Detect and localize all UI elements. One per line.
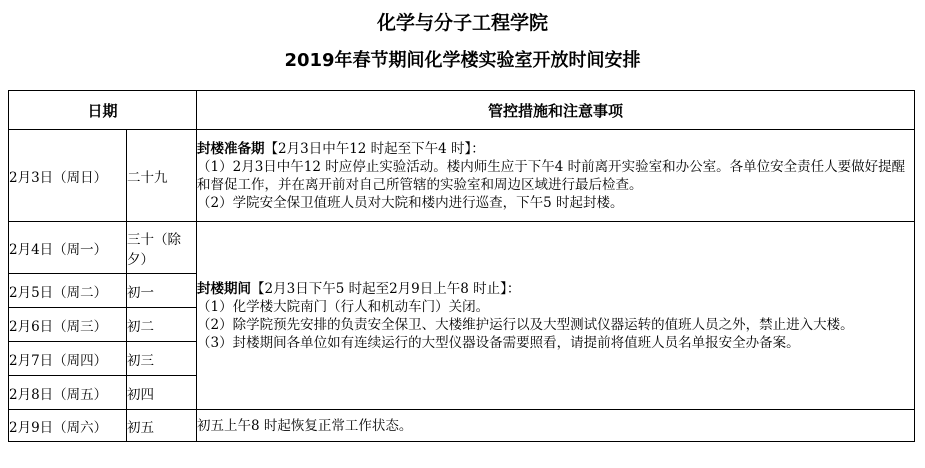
- prep-note-item: （2）学院安全保卫值班人员对大院和楼内进行巡查，下午5 时起封楼。: [197, 194, 624, 211]
- closed-period-range: 【2月3日下午5 时起至2月9日上午8 时止】：: [251, 280, 521, 297]
- date-cell: 2月4日（周一）: [9, 222, 127, 274]
- prep-note-item: （1）2月3日中午12 时应停止实验活动。楼内师生应于下午4 时前离开实验室和办公室。各单位安全责任人要做好提醒和督促工作，并在离开前对自己所管辖的实验室和周边区域进行最后检查。: [197, 158, 906, 193]
- date-cell: 2月6日（周三）: [9, 308, 127, 342]
- table-row: [9, 130, 915, 222]
- lunar-date-cell: 二十九: [127, 130, 197, 222]
- prep-period-range: 【2月3日中午12 时起至下午4 时】：: [264, 140, 485, 157]
- lunar-date-cell: 初一: [127, 274, 197, 308]
- prep-period-heading: [197, 140, 914, 158]
- date-cell: 2月7日（周四）: [9, 342, 127, 376]
- table-header-row: [9, 91, 915, 130]
- page-title: 2019年春节期间化学楼实验室开放时间安排: [284, 50, 641, 71]
- closed-note-item: （1）化学楼大院南门（行人和机动车门）关闭。: [197, 298, 490, 315]
- date-cell: 2月5日（周二）: [9, 274, 127, 308]
- column-header-date: 日期: [9, 91, 197, 130]
- lunar-date-cell: 初三: [127, 342, 197, 376]
- closed-period-label: 封楼期间: [197, 280, 252, 297]
- lunar-date-cell: 三十（除夕）: [127, 222, 197, 274]
- closed-note-item: （2）除学院预先安排的负责安全保卫、大楼维护运行以及大型测试仪器运转的值班人员之外，禁止进入大楼。: [197, 316, 854, 333]
- institution-title: 化学与分子工程学院: [376, 12, 548, 34]
- lunar-date-cell: 初四: [127, 376, 197, 410]
- prep-period-notes: [197, 130, 915, 222]
- closed-period-heading: [197, 280, 914, 298]
- resume-note: 初五上午8 时起恢复正常工作状态。: [197, 410, 915, 442]
- date-cell: 2月9日（周六）: [9, 410, 127, 442]
- table-row: [9, 410, 915, 442]
- closed-note-item: （3）封楼期间各单位如有连续运行的大型仪器设备需要照看，请提前将值班人员名单报安全办备案。: [197, 334, 800, 351]
- lunar-date-cell: 初五: [127, 410, 197, 442]
- lunar-date-cell: 初二: [127, 308, 197, 342]
- table-row: [9, 222, 915, 274]
- closed-period-notes: [197, 222, 915, 410]
- date-cell: 2月3日（周日）: [9, 130, 127, 222]
- schedule-table: [8, 90, 915, 442]
- date-cell: 2月8日（周五）: [9, 376, 127, 410]
- column-header-notes: 管控措施和注意事项: [197, 91, 915, 130]
- prep-period-label: 封楼准备期: [197, 140, 265, 157]
